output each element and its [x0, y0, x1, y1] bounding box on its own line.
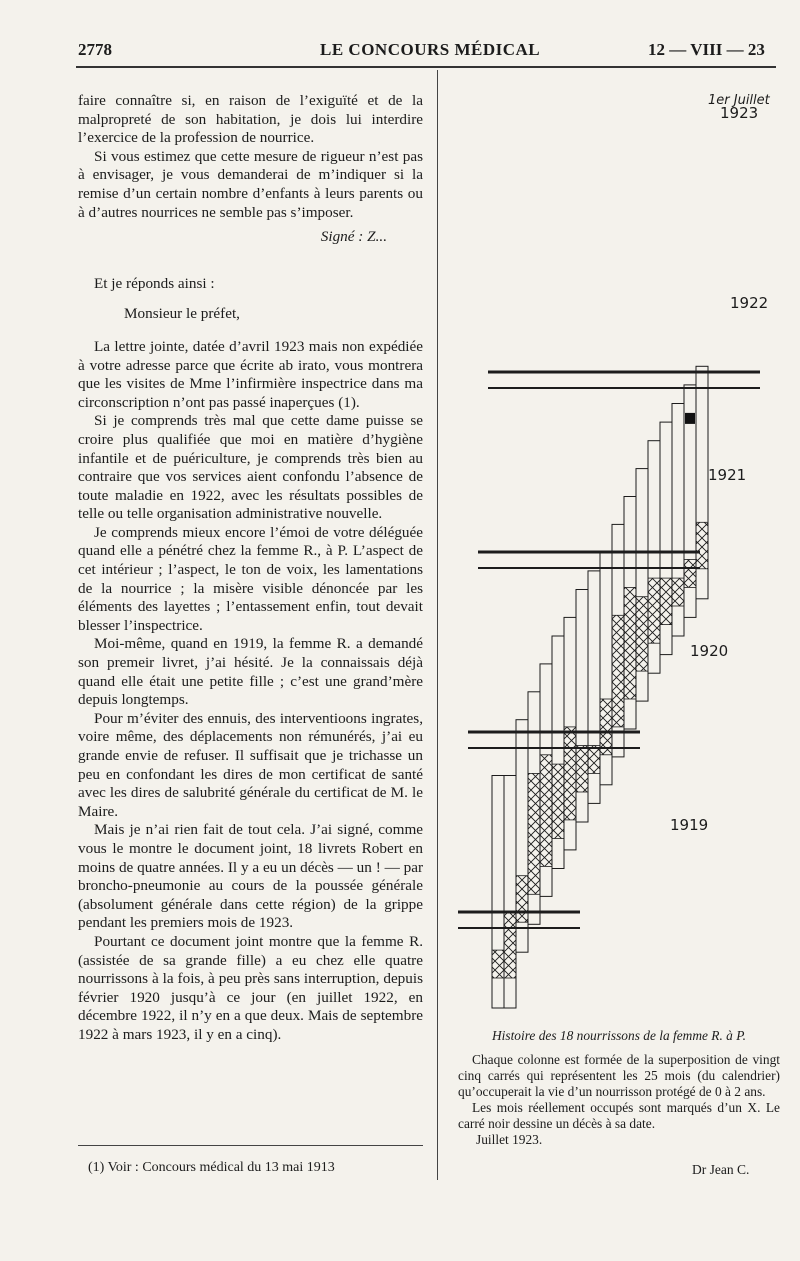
body-paragraph: Pourtant ce document joint montre que la femme R. (assistée de sa grande fille) a eu chez elle quatre nourrissons à la fois, à peu près sans interruption, depuis février 1920 jusqu’à ce jour (en juillet 1922, en décembre 1922, il n’y en a que deux. Mais de septembre 1922 à mars 1923, il y en a cinq).	[78, 932, 423, 1043]
footnote: (1) Voir : Concours médical du 13 mai 1913	[88, 1160, 335, 1175]
occupied-months	[540, 755, 552, 867]
occupied-months	[516, 876, 528, 923]
body-paragraph: Mais je n’ai rien fait de tout cela. J’ai signé, comme vous le montre le document joint, 18 livrets Robert en moins de quatre années. Il y a eu un décès — un ! — par broncho-pneumonie au cours de la poussée générale (absolument générale dans cette région) de la grippe pendant les premiers mois de 1923.	[78, 821, 423, 932]
caption-text: Les mois réellement occupés sont marqués d’un X. Le carré noir dessine un décès à sa date.	[458, 1100, 780, 1131]
left-column	[78, 92, 423, 1045]
occupied-months	[660, 578, 672, 625]
letter-signature: Signé : Z...	[320, 228, 387, 246]
occupied-months	[576, 746, 588, 793]
salutation: Monsieur le préfet,	[124, 305, 240, 323]
occupied-months	[672, 578, 684, 606]
caption-title: Histoire des 18 nourrissons de la femme R. à P.	[491, 1028, 747, 1043]
body-paragraph: Je comprends mieux encore l’émoi de votre déléguée quand elle a pénétré chez la femme R., à P. L’aspect de cet intérieur ; l’aspect, le ton de voix, les lamentations de la nourrice ; la misère visible dénoncée par les éléments des layettes ; l’entassement enfin, tout devait blesser l’inspectrice.	[78, 523, 423, 634]
occupied-months	[552, 764, 564, 838]
reply-intro: Et je réponds ainsi :	[94, 274, 215, 292]
occupied-months	[624, 587, 636, 699]
footnote-rule	[78, 1145, 423, 1146]
figure-caption	[458, 1028, 780, 1148]
chart-annotation: 1er Juillet	[708, 93, 770, 108]
occupied-months	[504, 913, 516, 978]
paragraph: Si vous estimez que cette mesure de rigueur n’est pas à envisager, je vous demanderai de m’indiquer si la remise d’un certain nombre d’enfants à leurs parents ou à d’autres nourrices ne semble pas s’imposer.	[78, 147, 423, 221]
issue-date: 12 — VIII — 23	[648, 40, 765, 59]
occupied-months	[492, 950, 504, 978]
page-number: 2778	[78, 40, 112, 59]
author-signature: Dr Jean C.	[692, 1162, 750, 1177]
year-label: 1920	[690, 642, 729, 660]
nurslings-chart	[450, 88, 780, 1018]
year-label: 1923	[720, 104, 759, 122]
body-paragraph: La lettre jointe, datée d’avril 1923 mais non expédiée à votre adresse parce que écrite ab irato, vous montrera que les visites de Mme l’infirmière inspectrice dans ma circonscription n’ont pas passé inaperçues (1).	[78, 337, 423, 411]
body-paragraph: Moi-même, quand en 1919, la femme R. a demandé son premeir livret, j’ai hésité. Je la connaissais déjà quand elle était une petite fille ; c’est une grand’mère depuis longtemps.	[78, 635, 423, 709]
body-paragraph: Pour m’éviter des ennuis, des interventioons ingrates, voire même, des déplacements non rémunérés, j’ai eu grande envie de refuser. Il suffisait que je trichasse un peu en confondant les dires de mon certificat de santé avec les dires de salubrité générale du certificat de M. le Maire.	[78, 709, 423, 820]
occupied-months	[684, 560, 696, 588]
caption-text: Chaque colonne est formée de la superposition de vingt cinq carrés qui représentent les 25 mois (du calendrier) qu’occuperait la vie d’un nourrisson protégé de 0 à 2 ans.	[458, 1052, 780, 1099]
paragraph: faire connaître si, en raison de l’exiguïté et de la malpropreté de son habitation, je dois lui interdire l’exercice de la profession de nourrice.	[78, 92, 423, 147]
occupied-months	[588, 746, 600, 774]
occupied-months	[612, 615, 624, 727]
journal-title: LE CONCOURS MÉDICAL	[320, 40, 541, 59]
caption-date: Juillet 1923.	[476, 1132, 543, 1147]
occupied-months	[564, 727, 576, 820]
year-label: 1921	[708, 466, 747, 484]
occupied-months	[528, 773, 540, 894]
occupied-months	[600, 699, 612, 755]
body-paragraph: Si je comprends très mal que cette dame puisse se croire plus qualifiée que moi en matière d’hygiène infantile et de puériculture, je comprends très bien au contraire que vos services aient confondu l’absence de toute maladie en 1922, avec les résultats possibles de telle ou telle organisation administrative nouvelle.	[78, 412, 423, 523]
occupied-months	[648, 578, 660, 643]
column-divider	[437, 70, 438, 1180]
occupied-months	[696, 522, 708, 569]
occupied-months	[636, 597, 648, 671]
year-label: 1919	[670, 816, 709, 834]
death-marker	[685, 413, 695, 424]
year-label: 1922	[730, 294, 769, 312]
header-rule	[76, 66, 776, 68]
